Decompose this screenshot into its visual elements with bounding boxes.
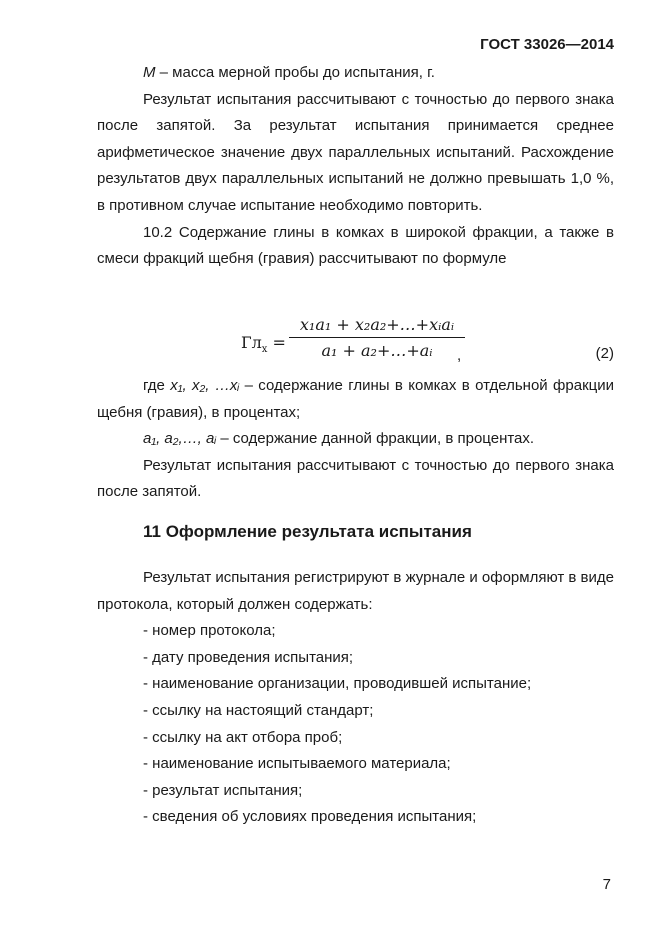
formula-numerator: x₁a₁ + x₂a₂+…+xᵢaᵢ bbox=[299, 315, 455, 334]
formula-fraction bbox=[287, 315, 467, 360]
section-intro: Результат испытания регистрируют в журнале и оформляют в виде протокола, который должен содержать: bbox=[97, 569, 614, 613]
text-block-top bbox=[97, 60, 614, 273]
definition-x-text: – содержание глины в комках в отдельной фракции щебня (гравия), в процентах; bbox=[97, 377, 614, 421]
list-item: - наименование организации, проводившей испытание; bbox=[143, 675, 532, 693]
definition-a-text: – содержание данной фракции, в процентах. bbox=[216, 430, 535, 448]
formula-lhs: $Гл_х$ = bbox=[241, 333, 286, 356]
section-11-title: 11 Оформление результата испытания bbox=[143, 522, 472, 541]
formula-2 bbox=[97, 313, 614, 373]
x-variables: x₁, x₂, …xᵢ bbox=[170, 377, 240, 394]
paragraph-accuracy-2: Результат испытания рассчитывают с точностью до первого знака после запятой. bbox=[97, 456, 614, 501]
a-variables: a₁, a₂,…, aᵢ bbox=[143, 430, 217, 448]
list-item: - результат испытания; bbox=[143, 781, 303, 799]
formula-lhs-symbol: Гл bbox=[241, 333, 262, 352]
formula-number: (2) bbox=[595, 345, 614, 362]
formula-denominator: a₁ + a₂+…+aᵢ bbox=[321, 341, 433, 360]
text-block-definitions bbox=[97, 373, 614, 506]
list-item: - ссылку на настоящий стандарт; bbox=[143, 701, 374, 719]
section-11-body bbox=[97, 565, 614, 831]
mass-definition bbox=[97, 60, 614, 87]
definition-x bbox=[97, 373, 614, 426]
list-item: - номер протокола; bbox=[143, 622, 276, 640]
page-number: 7 bbox=[602, 876, 611, 893]
list-item: - дату проведения испытания; bbox=[143, 648, 354, 666]
paragraph-accuracy: Результат испытания рассчитывают с точностью до первого знака после запятой. За результат испытания принимается среднее арифметическое значение двух параллельных испытаний. Расхождение результатов двух параллельных испытаний не должно превышать 1,0 %, в противном случае испытание необходимо повторить. bbox=[97, 90, 614, 214]
where-prefix: где bbox=[143, 377, 171, 394]
definition-a bbox=[97, 426, 614, 453]
list-item: - сведения об условиях проведения испытания; bbox=[143, 808, 477, 826]
list-item: - ссылку на акт отбора проб; bbox=[143, 728, 343, 746]
formula-lhs-subscript: х bbox=[261, 344, 268, 356]
list-item: - наименование испытываемого материала; bbox=[143, 755, 451, 773]
paragraph-clause-10-2: 10.2 Содержание глины в комках в широкой фракции, а также в смеси фракций щебня (гравия) рассчитывают по формуле bbox=[97, 223, 614, 268]
formula-comma: , bbox=[457, 347, 462, 364]
page-header-standard: ГОСТ 33026—2014 bbox=[480, 36, 614, 53]
mass-symbol: M bbox=[143, 64, 156, 81]
mass-definition-text: – масса мерной пробы до испытания, г. bbox=[155, 64, 435, 81]
